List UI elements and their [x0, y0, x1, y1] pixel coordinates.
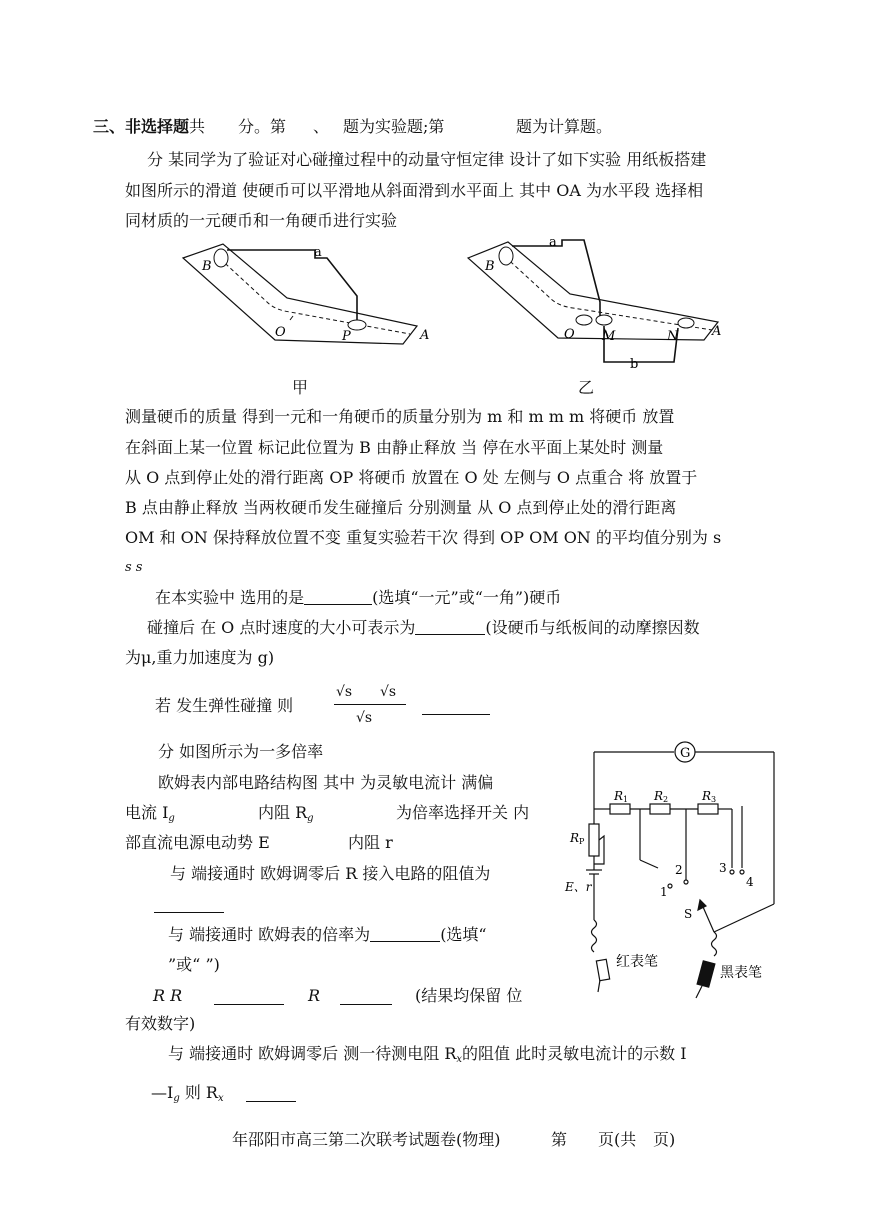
fig-left-O: O	[275, 325, 286, 340]
header-d: 题为实验题;第	[343, 117, 445, 136]
fig-right-b: b	[630, 357, 639, 372]
q2-blank-3[interactable]	[214, 990, 284, 1005]
header-c: 、	[313, 117, 330, 136]
q2-line1: 分 如图所示为一多倍率	[158, 742, 324, 761]
q2-line4a: 部直流电源电动势 E	[125, 833, 270, 852]
q2-line3-r	[258, 803, 314, 829]
q2-line10-a: 与 端接通时 欧姆调零后 测一待测电阻 R	[168, 1044, 457, 1063]
q2-line11-d: x	[217, 1093, 224, 1104]
circ-G: G	[680, 746, 691, 761]
q1-line2: 如图所示的滑道 使硬币可以平滑地从斜面滑到水平面上 其中 OA 为水平段 选择相	[125, 181, 704, 200]
q2-rx-sub: x	[456, 1054, 463, 1065]
q2-line6-b: (选填“	[440, 925, 487, 944]
q2-line11-a: —I	[151, 1083, 174, 1102]
circ-red: 红表笔	[616, 954, 658, 970]
q1-p1: 测量硬币的质量 得到一元和一角硬币的质量分别为 m 和 m m m 将硬币 放置	[125, 407, 675, 426]
q2-line8a: R R	[153, 986, 183, 1005]
footer-end: 页)	[653, 1130, 676, 1149]
fig-right-A: A	[712, 324, 722, 339]
frac-den: √s	[356, 710, 373, 726]
q2-blank-2[interactable]	[370, 927, 440, 942]
q2-line11	[151, 1083, 224, 1109]
footer-mid: 第	[551, 1130, 568, 1149]
frac-num-2: √s	[380, 684, 397, 700]
q1-p2: 在斜面上某一位置 标记此位置为 B 由静止释放 当 停在水平面上某处时 测量	[125, 438, 664, 457]
q2-blank-1[interactable]	[154, 898, 224, 913]
frac-num-1: √s	[336, 684, 353, 700]
q1-sub1-blank[interactable]	[304, 590, 372, 605]
q2-rg: 内阻 R	[258, 803, 308, 822]
frac-bar	[334, 704, 406, 705]
fig-right-B: B	[485, 259, 495, 274]
q2-line6-a: 与 端接通时 欧姆表的倍率为	[168, 925, 371, 944]
q2-line9: 有效数字)	[125, 1014, 196, 1033]
q2-line6	[168, 925, 487, 945]
circ-S: S	[684, 907, 693, 921]
q1-sub2-blank[interactable]	[415, 620, 485, 635]
circ-R3: R	[702, 789, 712, 803]
header-a: 共	[189, 117, 206, 136]
q1-p3: 从 O 点到停止处的滑行距离 OP 将硬币 放置在 O 处 左侧与 O 点重合 将 放置于	[125, 468, 698, 487]
q1-sub1-b: (选填“一元”或“一角”)硬币	[372, 588, 562, 607]
q1-p5: OM 和 ON 保持释放位置不变 重复实验若干次 得到 OP OM ON 的平均值分别为 s	[125, 528, 722, 547]
q1-sub3: 若 发生弹性碰撞 则	[155, 696, 294, 715]
q1-sub2	[147, 618, 700, 638]
circ-R2s: 2	[663, 795, 669, 804]
section-part: 三、非选择题	[93, 117, 190, 136]
figure-left	[175, 236, 440, 356]
q2-line10-c: 的阻值 此时灵敏电流计的示数 I	[462, 1044, 687, 1063]
section-header	[93, 117, 205, 137]
fig-left-P: P	[342, 329, 351, 344]
footer-right: 页(共	[598, 1130, 637, 1149]
q2-line2: 欧姆表内部电路结构图 其中 为灵敏电流计 满偏	[158, 773, 494, 792]
q2-ig: 电流 I	[125, 803, 169, 822]
q2-line11-b: g	[173, 1093, 180, 1104]
fig-right-N: N	[667, 329, 679, 344]
circ-R3s: 3	[711, 795, 717, 804]
q1-line1: 分 某同学为了验证对心碰撞过程中的动量守恒定律 设计了如下实验 用纸板搭建	[147, 150, 707, 169]
circ-RP: R	[570, 831, 580, 845]
q2-line10	[168, 1044, 687, 1070]
circ-n3: 3	[719, 861, 727, 875]
fig-left-a: a	[314, 245, 322, 260]
q2-line8c: (结果均保留 位	[415, 986, 523, 1005]
fig-right-O: O	[564, 327, 575, 342]
fig-right-M: M	[602, 329, 616, 344]
q2-line8b: R	[308, 986, 321, 1005]
circ-RPs: P	[579, 837, 585, 846]
fig-left-caption: 甲	[292, 378, 309, 397]
q1-sub1	[155, 588, 561, 608]
circ-n4: 4	[746, 875, 754, 889]
q2-line7: ”或“ ”)	[168, 955, 220, 974]
q1-sub3-blank[interactable]	[422, 700, 490, 715]
circuit-diagram	[562, 740, 802, 1000]
circ-R1: R	[614, 789, 624, 803]
fig-left-A: A	[420, 328, 430, 343]
q2-line3-e: 为倍率选择开关 内	[396, 803, 530, 822]
circ-black: 黑表笔	[720, 965, 762, 981]
circ-R1s: 1	[623, 795, 629, 804]
q2-line5: 与 端接通时 欧姆调零后 R 接入电路的阻值为	[170, 864, 491, 883]
q2-rg-sub: g	[307, 813, 314, 824]
fig-right-caption: 乙	[578, 378, 595, 397]
q2-line3	[125, 803, 175, 829]
fig-left-B: B	[202, 259, 212, 274]
fig-right-a: a	[549, 235, 557, 250]
q1-sub2c: 为μ,重力加速度为 g)	[125, 648, 275, 667]
figure-right	[460, 232, 730, 372]
q2-line11-c: 则 R	[184, 1083, 218, 1102]
q1-line3: 同材质的一元硬币和一角硬币进行实验	[125, 211, 398, 230]
circ-n1: 1	[660, 885, 668, 899]
q1-sub1-a: 在本实验中 选用的是	[155, 588, 305, 607]
circ-R2: R	[654, 789, 664, 803]
header-e: 题为计算题。	[516, 117, 613, 136]
footer-left: 年邵阳市高三第二次联考试题卷(物理)	[232, 1130, 501, 1149]
q1-p6: s s	[125, 560, 143, 575]
q1-sub2-b: (设硬币与纸板间的动摩擦因数	[485, 618, 700, 637]
q2-blank-5[interactable]	[246, 1087, 296, 1102]
q1-p4: B 点由静止释放 当两枚硬币发生碰撞后 分别测量 从 O 点到停止处的滑行距离	[125, 498, 677, 517]
q1-sub2-a: 碰撞后 在 O 点时速度的大小可表示为	[147, 618, 416, 637]
q2-ig-sub: g	[168, 813, 175, 824]
header-b: 分。第	[238, 117, 287, 136]
q2-blank-4[interactable]	[340, 990, 392, 1005]
circ-Er: E、r	[565, 880, 592, 894]
q2-line4b: 内阻 r	[348, 833, 393, 852]
circ-n2: 2	[675, 863, 683, 877]
